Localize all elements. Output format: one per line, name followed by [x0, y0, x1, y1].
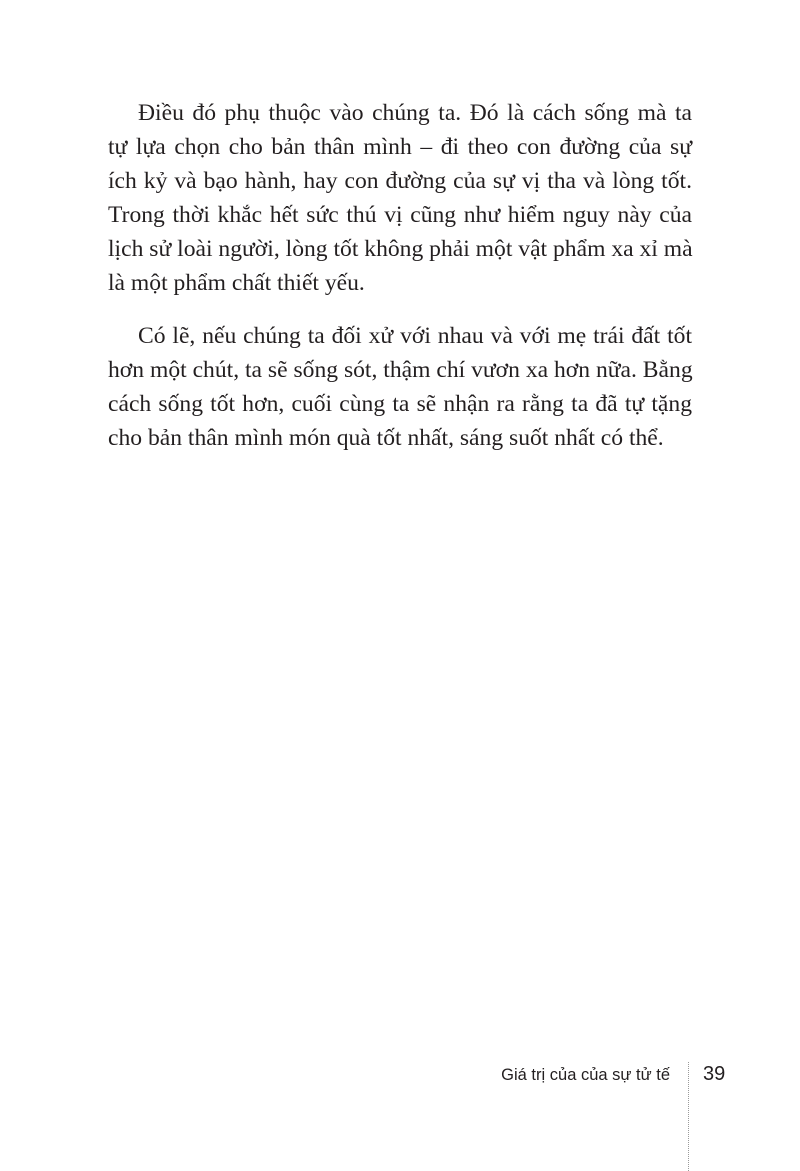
text-line: Trong thời khắc hết sức thú vị cũng như hiểm nguy này của [108, 202, 692, 228]
text-line: hơn một chút, ta sẽ sống sót, thậm chí vươn xa hơn nữa. Bằng [108, 357, 693, 383]
paragraph-1 [108, 96, 692, 300]
paragraph-2 [108, 319, 692, 455]
text-line: Có lẽ, nếu chúng ta đối xử với nhau và với mẹ trái đất tốt [138, 323, 692, 349]
running-head: Giá trị của của sự tử tế [501, 1066, 670, 1084]
page-body [108, 96, 692, 474]
text-line: cho bản thân mình món quà tốt nhất, sáng suốt nhất có thể. [108, 425, 664, 451]
text-line: là một phẩm chất thiết yếu. [108, 270, 365, 296]
text-line: ích kỷ và bạo hành, hay con đường của sự vị tha và lòng tốt. [108, 168, 692, 194]
text-line: Điều đó phụ thuộc vào chúng ta. Đó là cách sống mà ta [138, 100, 692, 126]
text-line: tự lựa chọn cho bản thân mình – đi theo con đường của sự [108, 134, 692, 160]
footer-dotted-rule [688, 1062, 689, 1171]
page-number: 39 [703, 1063, 726, 1085]
text-line: lịch sử loài người, lòng tốt không phải một vật phẩm xa xỉ mà [108, 236, 693, 262]
text-line: cách sống tốt hơn, cuối cùng ta sẽ nhận ra rằng ta đã tự tặng [108, 391, 692, 417]
page-footer [0, 1062, 800, 1092]
